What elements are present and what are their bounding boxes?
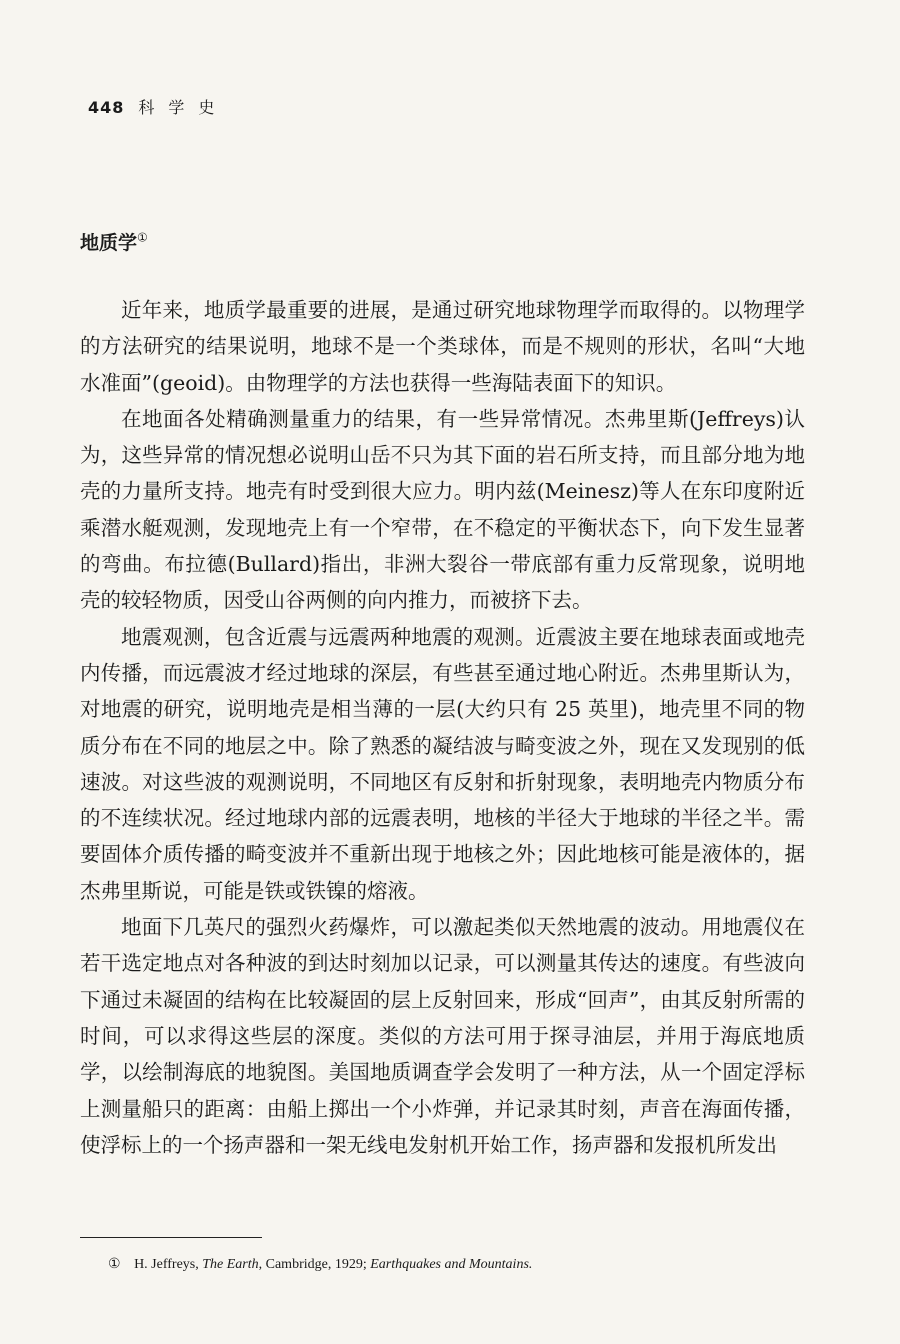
section-title-text: 地质学 (80, 232, 138, 254)
paragraph-4: 地面下几英尺的强烈火药爆炸，可以激起类似天然地震的波动。用地震仪在若干选定地点对各种波的到达时刻加以记录，可以测量其传达的速度。有些波向下通过未凝固的结构在比较凝固的层上反射回来，形成“回声”，由其反射所需的时间，可以求得这些层的深度。类似的方法可用于探寻油层，并用于海底地质学，以绘制海底的地貌图。美国地质调查学会发明了一种方法，从一个固定浮标上测量船只的距离：由船上掷出一个小炸弹，并记录其时刻，声音在海面传播，使浮标上的一个扬声器和一架无线电发射机开始工作，扬声器和发报机所发出 (80, 915, 805, 1157)
footnote-work-2: Earthquakes and Mountains. (370, 1257, 533, 1272)
footnote-author: H. Jeffreys, (134, 1257, 199, 1272)
footnote-divider (80, 1237, 262, 1238)
book-title: 科学史 (138, 98, 229, 117)
page-number: 448 (88, 98, 125, 117)
paragraph-1: 近年来，地质学最重要的进展，是通过研究地球物理学而取得的。以物理学的方法研究的结果说明，地球不是一个类球体，而是不规则的形状，名叫“大地水准面”(geoid)。由物理学的方法也获得一些海陆表面下的知识。 (80, 298, 805, 395)
footnote-mark: ① (108, 1257, 121, 1272)
footnote (108, 1256, 532, 1273)
footnote-publisher: , Cambridge, 1929; (258, 1257, 367, 1272)
body-text (80, 292, 805, 1163)
section-title (80, 228, 148, 255)
footnote-work-1: The Earth (202, 1257, 259, 1272)
paragraph-2: 在地面各处精确测量重力的结果，有一些异常情况。杰弗里斯(Jeffreys)认为，这些异常的情况想必说明山岳不只为其下面的岩石所支持，而且部分地为地壳的力量所支持。地壳有时受到很大应力。明内兹(Meinesz)等人在东印度附近乘潜水艇观测，发现地壳上有一个窄带，在不稳定的平衡状态下，向下发生显著的弯曲。布拉德(Bullard)指出，非洲大裂谷一带底部有重力反常现象，说明地壳的较轻物质，因受山谷两侧的向内推力，而被挤下去。 (80, 406, 805, 613)
footnote-reference[interactable]: ① (137, 230, 148, 245)
running-head (88, 95, 228, 118)
paragraph-3: 地震观测，包含近震与远震两种地震的观测。近震波主要在地球表面或地壳内传播，而远震波才经过地球的深层，有些甚至通过地心附近。杰弗里斯认为，对地震的研究，说明地壳是相当薄的一层(大约只有 25 英里)，地壳里不同的物质分布在不同的地层之中。除了熟悉的凝结波与畸变波之外，现在又发现别的低速波。对这些波的观测说明，不同地区有反射和折射现象，表明地壳内物质分布的不连续状况。经过地球内部的远震表明，地核的半径大于地球的半径之半。需要固体介质传播的畸变波并不重新出现于地核之外；因此地核可能是液体的，据杰弗里斯说，可能是铁或铁镍的熔液。 (80, 624, 805, 903)
